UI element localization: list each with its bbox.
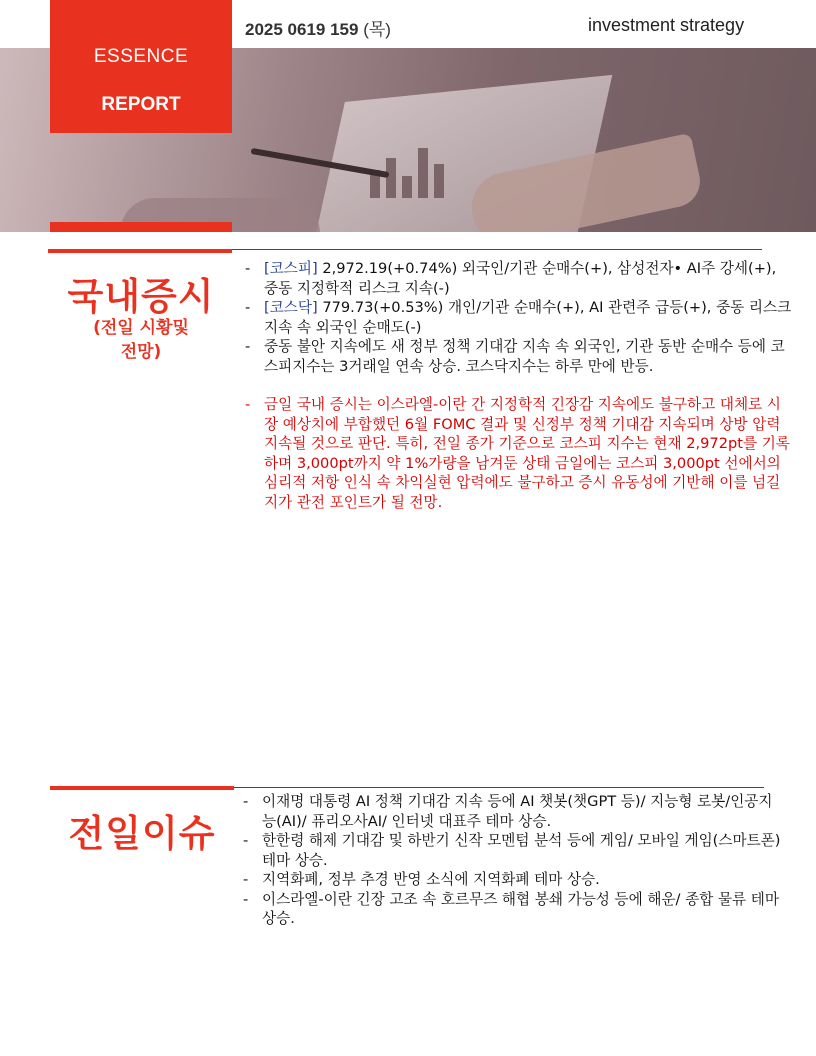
list-item: - 지역화폐, 정부 추경 반영 소식에 지역화폐 테마 상승. xyxy=(243,870,783,890)
domestic-section-subtitle xyxy=(50,316,232,364)
market-outlook: - 금일 국내 증시는 이스라엘-이란 간 지정학적 긴장감 지속에도 불구하고 대체로 시장 예상치에 부합했던 6월 FOMC 결과 및 신정부 정책 기대감 지속되며 상방 압력 지속될 것으로 판단. 특히, 전일 종가 기준으로 코스피 지수는 현재 2,972pt를 기록하며 3,000pt까지 약 1%가량을 남겨둔 상태 금일에는 코스피 3,000pt 선에서의 심리적 저항 인식 속 차익실현 압력에도 불구하고 증시 유동성에 기반해 이를 넘길지가 관전 포인트가 될 전망. xyxy=(245,395,793,512)
kosdaq-tag: [코스닥] xyxy=(264,299,318,316)
list-item xyxy=(245,259,793,298)
section-divider-accent xyxy=(48,249,232,253)
report-day-of-week: (목) xyxy=(363,20,391,39)
list-item-text: 2,972.19(+0.74%) 외국인/기관 순매수(+), 삼성전자• AI주 강세(+), 중동 지정학적 리스크 지속(-) xyxy=(264,260,777,297)
report-date xyxy=(245,15,391,40)
issues-section-title: 전일이슈 xyxy=(68,812,216,855)
report-date-number: 2025 0619 159 xyxy=(245,20,359,39)
domestic-bullet-list xyxy=(245,259,793,376)
brand-accent-bar xyxy=(50,222,232,232)
issues-bullet-list xyxy=(243,792,783,929)
domestic-section-title: 국내증시 xyxy=(67,275,215,318)
report-category: investment strategy xyxy=(588,15,745,35)
list-item-text: 779.73(+0.53%) 개인/기관 순매수(+), AI 관련주 급등(+), 중동 리스크 지속 속 외국인 순매도(-) xyxy=(264,299,792,336)
section-divider xyxy=(232,249,762,250)
subtitle-line: 전망) xyxy=(120,342,162,362)
list-item: - 이스라엘-이란 긴장 고조 속 호르무즈 해협 봉쇄 가능성 등에 해운/ 종합 물류 테마 상승. xyxy=(243,890,783,929)
section-divider xyxy=(234,787,764,788)
list-item xyxy=(245,337,793,376)
subtitle-line: (전일 시황및 xyxy=(93,318,189,338)
section-divider-accent xyxy=(50,786,234,790)
kospi-tag: [코스피] xyxy=(264,260,318,277)
list-item: - 이재명 대통령 AI 정책 기대감 지속 등에 AI 챗봇(챗GPT 등)/ 지능형 로봇/인공지능(AI)/ 퓨리오사AI/ 인터넷 대표주 테마 상승. xyxy=(243,792,783,831)
market-outlook-list xyxy=(245,395,793,512)
list-item xyxy=(245,298,793,337)
essence-report-logo xyxy=(50,0,232,133)
list-item: - 한한령 해제 기대감 및 하반기 신작 모멘텀 분석 등에 게임/ 모바일 게임(스마트폰) 테마 상승. xyxy=(243,831,783,870)
brand-top-text: ESSENCE xyxy=(93,46,189,67)
brand-bottom-text: REPORT xyxy=(101,94,181,115)
list-item-text: 중동 불안 지속에도 새 정부 정책 기대감 지속 속 외국인, 기관 동반 순매수 등에 코스피지수는 3거래일 연속 상승. 코스닥지수는 하루 만에 반등. xyxy=(264,338,785,375)
